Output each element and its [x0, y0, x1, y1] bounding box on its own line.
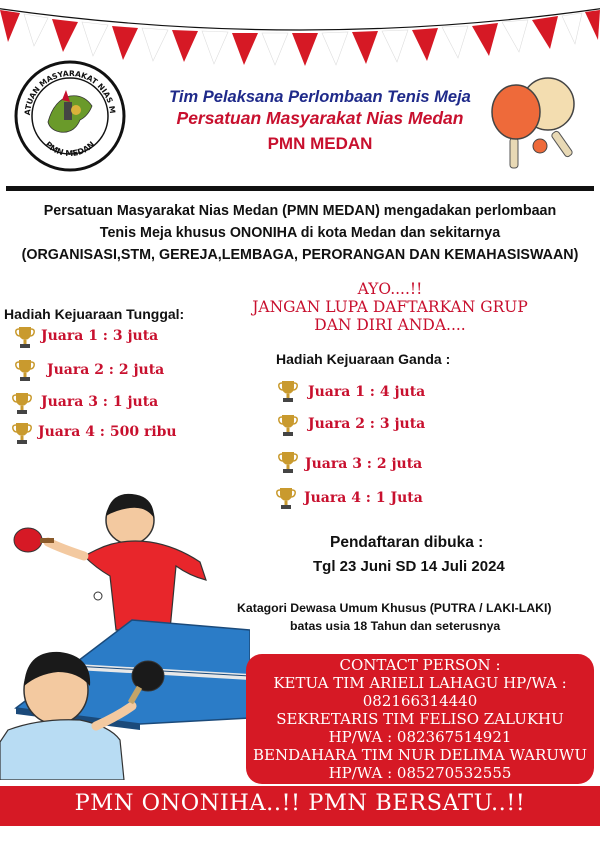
- promo-line-2: JANGAN LUPA DAFTARKAN GRUP: [252, 298, 528, 316]
- trophy-icon: [15, 325, 35, 349]
- doubles-prize-2: Juara 2 : 3 juta: [308, 416, 426, 432]
- bottom-margin: [0, 826, 600, 849]
- singles-prize-3: Juara 3 : 1 juta: [41, 394, 159, 410]
- header-short-name: PMN MEDAN: [267, 134, 373, 153]
- intro-line-1: Persatuan Masyarakat Nias Medan (PMN MEDAN) mengadakan perlombaan: [43, 203, 557, 219]
- contact-person-box: [246, 654, 594, 784]
- trophy-icon: [278, 450, 298, 474]
- footer-banner: [0, 786, 600, 826]
- singles-prize-2: Juara 2 : 2 juta: [47, 362, 165, 378]
- contact-leader-phone: 082166314440: [362, 692, 478, 710]
- header-organizer-line: Tim Pelaksana Perlombaan Tenis Meja: [169, 88, 471, 106]
- doubles-prize-3: Juara 3 : 2 juta: [305, 456, 423, 472]
- trophy-icon: [276, 486, 296, 510]
- promo-line-1: AYO....!!: [357, 280, 423, 298]
- logo-text-top: ATUAN MASYARAKAT NIAS M: [22, 68, 118, 116]
- trophy-icon: [278, 413, 298, 437]
- intro-line-3: (ORGANISASI,STM, GEREJA,LEMBAGA, PERORANGAN DAN KEMAHASISWAAN): [21, 247, 579, 263]
- category-line-1: Katagori Dewasa Umum Khusus (PUTRA / LAKI-LAKI): [237, 601, 552, 615]
- trophy-icon: [278, 379, 298, 403]
- doubles-prize-4: Juara 4 : 1 Juta: [304, 490, 423, 506]
- doubles-prize-title: Hadiah Kejuaraan Ganda :: [276, 351, 451, 367]
- logo-text-bottom: PMN MEDAN: [43, 139, 97, 159]
- singles-prize-1: Juara 1 : 3 juta: [41, 328, 159, 344]
- singles-prize-title: Hadiah Kejuaraan Tunggal:: [4, 306, 185, 322]
- registration-label: Pendaftaran dibuka :: [330, 534, 484, 551]
- pmn-medan-logo: [14, 60, 126, 172]
- promo-line-3: DAN DIRI ANDA....: [314, 316, 466, 334]
- trophy-icon: [12, 391, 32, 415]
- category-line-2: batas usia 18 Tahun dan seterusnya: [290, 619, 501, 633]
- trophy-icon: [12, 421, 32, 445]
- contact-heading: CONTACT PERSON :: [339, 656, 501, 674]
- contact-secretary-phone: HP/WA : 082367514921: [328, 728, 512, 746]
- contact-secretary: SEKRETARIS TIM FELISO ZALUKHU: [276, 710, 564, 728]
- header-divider: [6, 186, 594, 191]
- ping-pong-paddles-icon: [488, 72, 593, 172]
- doubles-prize-1: Juara 1 : 4 juta: [308, 384, 426, 400]
- singles-prize-4: Juara 4 : 500 ribu: [38, 424, 177, 440]
- footer-slogan: PMN ONONIHA..!! PMN BERSATU..!!: [74, 790, 526, 816]
- table-tennis-illustration: [0, 480, 250, 780]
- header-organization-name: Persatuan Masyarakat Nias Medan: [176, 108, 464, 128]
- contact-treasurer-phone: HP/WA : 085270532555: [328, 764, 512, 782]
- registration-dates: Tgl 23 Juni SD 14 Juli 2024: [313, 558, 505, 575]
- trophy-icon: [15, 358, 35, 382]
- promo-callout: [225, 280, 555, 334]
- contact-treasurer: BENDAHARA TIM NUR DELIMA WARUWU: [253, 746, 587, 764]
- contact-leader: KETUA TIM ARIELI LAHAGU HP/WA :: [273, 674, 567, 692]
- intro-line-2: Tenis Meja khusus ONONIHA di kota Medan dan sekitarnya: [99, 225, 501, 241]
